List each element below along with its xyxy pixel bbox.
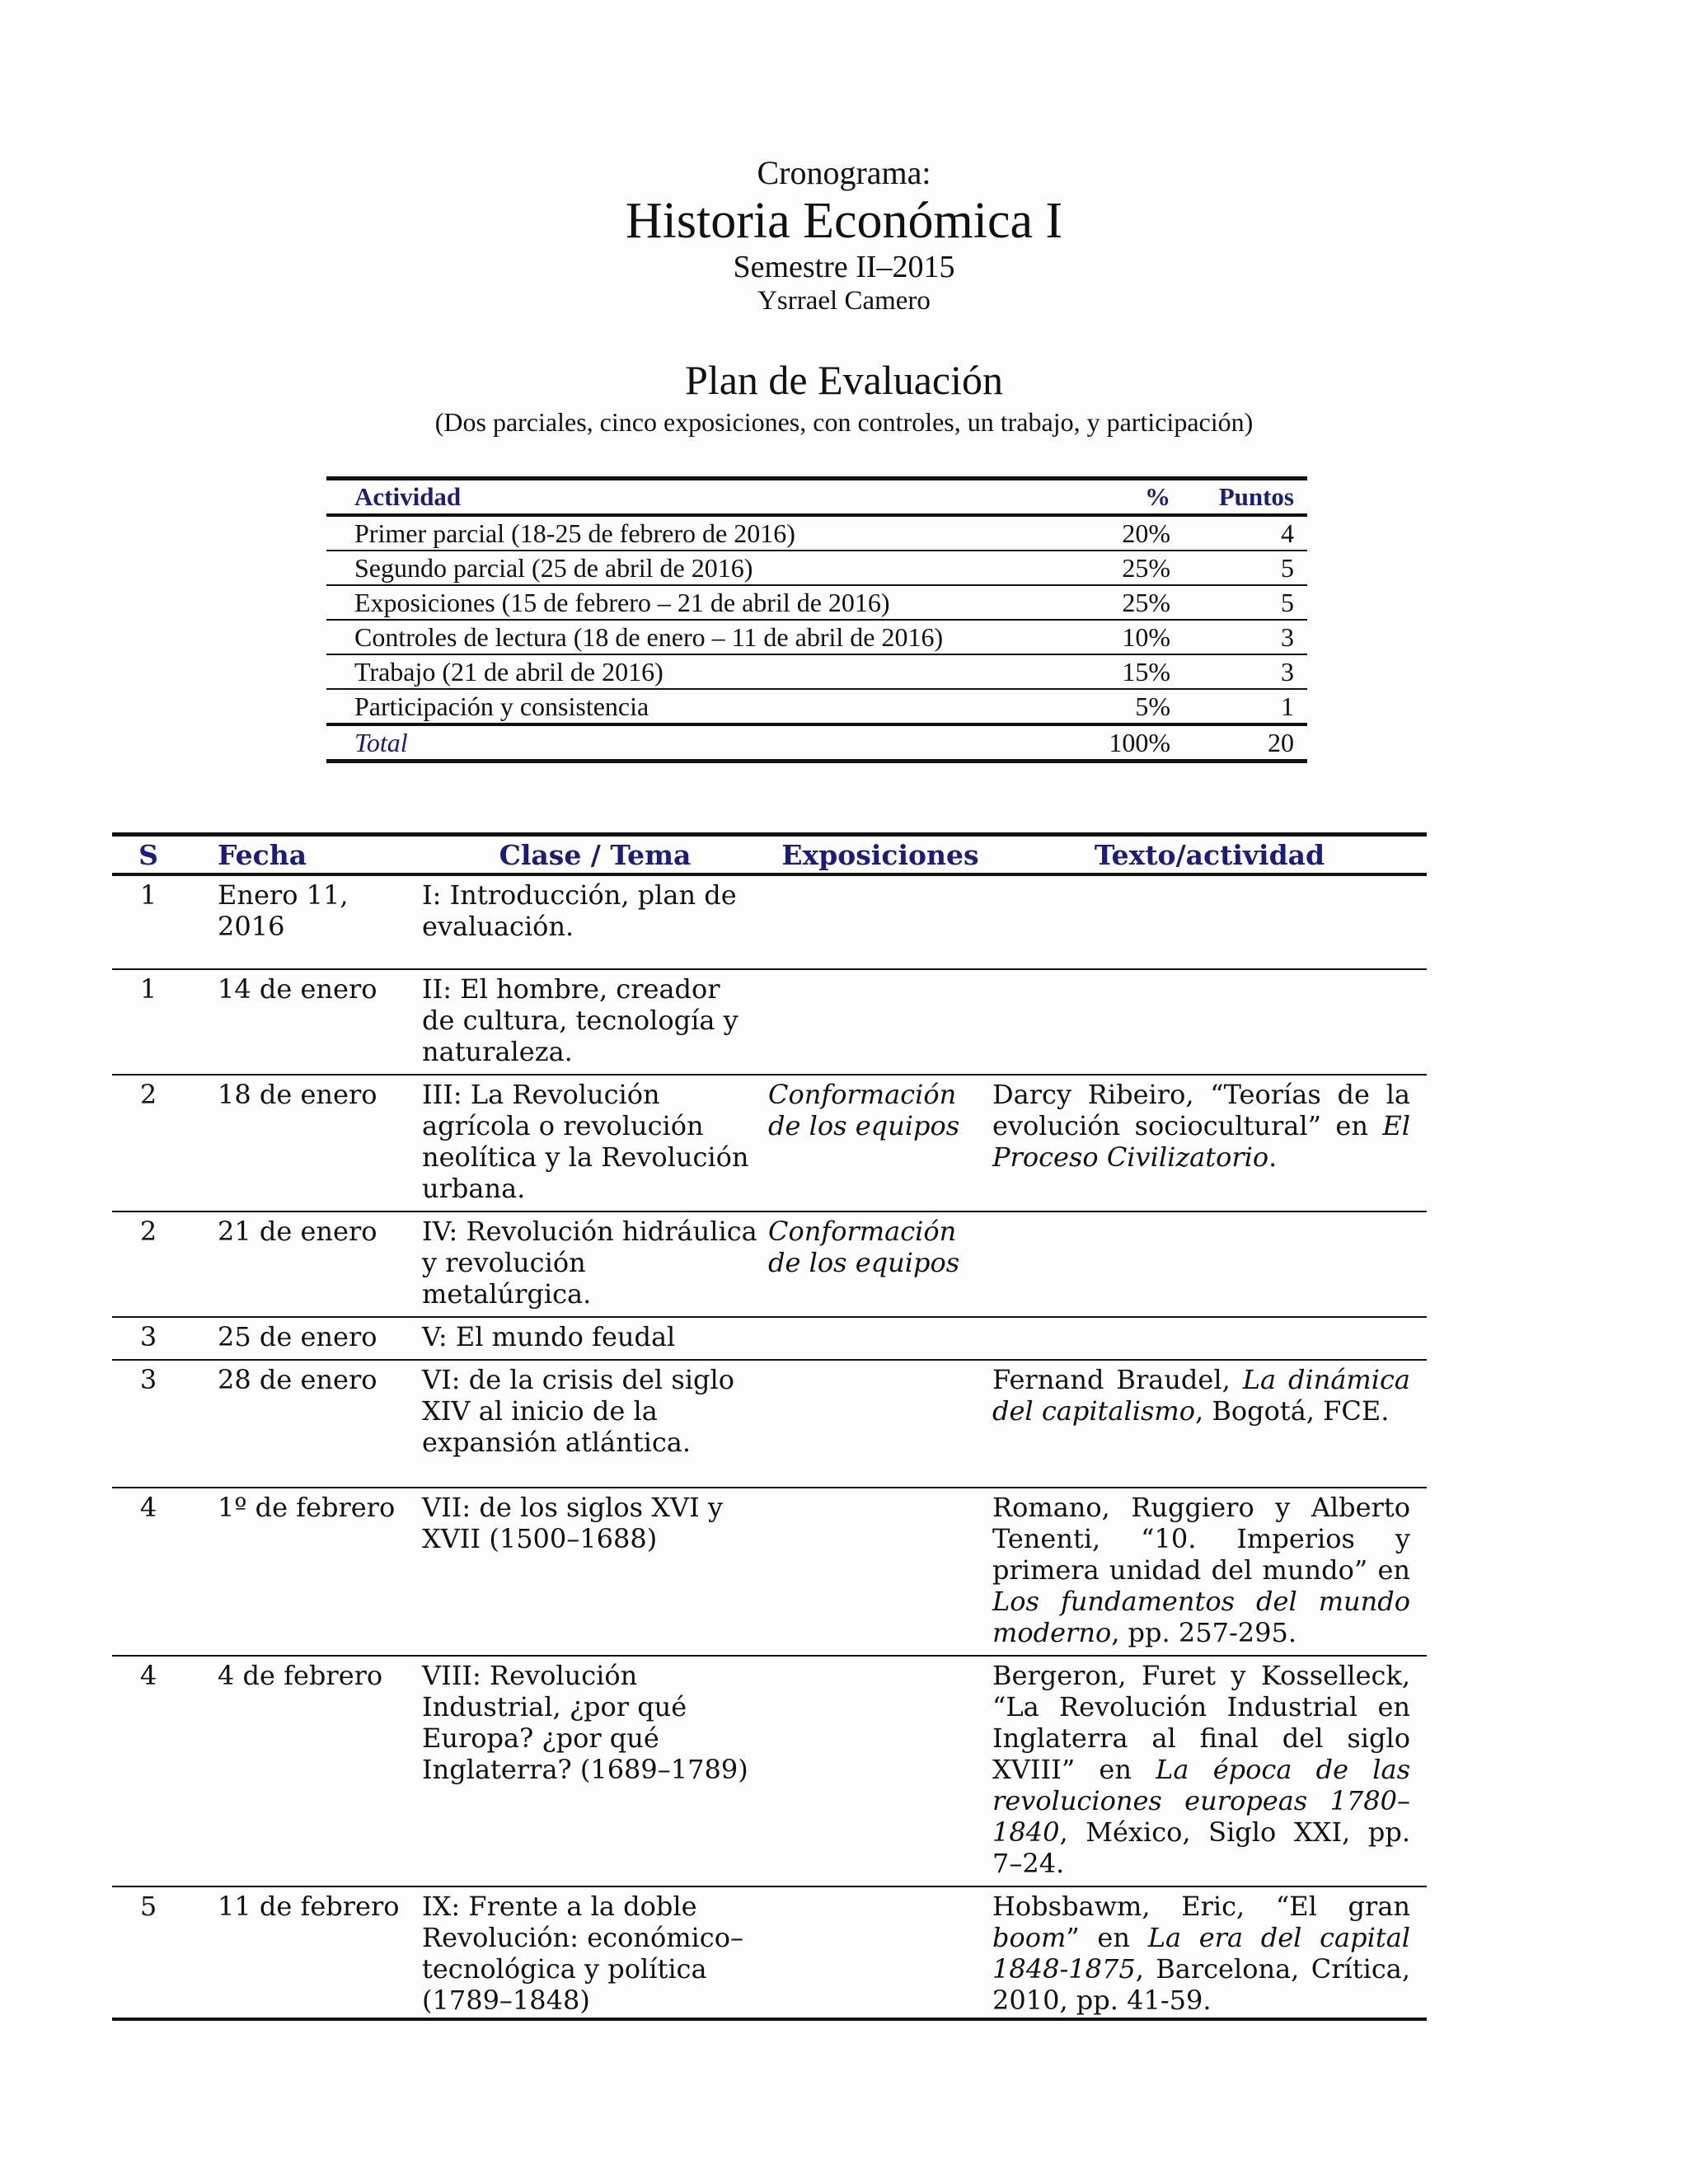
activity-cell: Exposiciones (15 de febrero – 21 de abril de 2016) — [354, 588, 890, 617]
points-cell: 4 — [1281, 518, 1294, 548]
evaluation-table — [326, 476, 1307, 763]
exposition-cell: Conformación de los equipos — [768, 1216, 960, 1278]
reading-text-segment: Darcy Ribeiro, “Teorías de la evolución sociocultural” en — [992, 1079, 1410, 1141]
schedule-row — [112, 1360, 1427, 1488]
header-points: Puntos — [1218, 482, 1294, 511]
schedule-rows — [112, 874, 1427, 2043]
reading-text-segment: , México, Siglo XXI, pp. 7–24. — [992, 1816, 1410, 1879]
reading-text-segment: Bergeron, Furet y Kosselleck, “La Revolución Industrial en Inglaterra al final del siglo XVIII” en — [992, 1660, 1410, 1785]
points-cell: 5 — [1281, 553, 1294, 583]
date-cell: 11 de febrero — [218, 1891, 400, 1922]
date-cell: Enero 11, 2016 — [218, 879, 349, 942]
reading-cell — [992, 1212, 1427, 1317]
schedule-row — [112, 969, 1427, 1075]
plan-title: Plan de Evaluación — [685, 357, 1003, 403]
author-name: Ysrrael Camero — [757, 286, 931, 316]
evaluation-row — [326, 585, 1307, 620]
reading-cell — [992, 1488, 1427, 1656]
reading-text-segment: ” en — [1066, 1922, 1148, 1953]
schedule-row — [112, 874, 1427, 969]
week-cell: 2 — [139, 1216, 157, 1247]
date-cell: 1º de febrero — [218, 1492, 396, 1523]
week-cell: 2 — [139, 1079, 157, 1110]
evaluation-header-row — [326, 479, 1307, 516]
topic-cell: VI: de la crisis del siglo XIV al inicio de la expansión atlántica. — [422, 1364, 734, 1458]
evaluation-rows — [326, 515, 1307, 724]
reading-text-segment: , Bogotá, FCE. — [1194, 1395, 1390, 1427]
activity-cell: Segundo parcial (25 de abril de 2016) — [354, 553, 753, 583]
header-s: S — [138, 838, 158, 871]
exposition-cell — [768, 1656, 992, 1886]
reading-text-segment: . — [1268, 1141, 1278, 1173]
topic-cell: VIII: Revolución Industrial, ¿por qué Europa? ¿por qué Inglaterra? (1689–1789) — [422, 1660, 748, 1785]
date-cell: 14 de enero — [218, 973, 377, 1005]
exposition-cell: Conformación de los equipos — [768, 1079, 960, 1141]
reading-text-segment: La época de las revoluciones europeas 1780–1840 — [992, 1754, 1411, 1848]
reading-text-segment: Los fundamentos del mundo moderno — [992, 1586, 1410, 1648]
topic-cell: III: La Revolución agrícola o revolución neolítica y la Revolución urbana. — [422, 1079, 749, 1204]
reading-text-segment: , Barcelona, Crítica, 2010, pp. 41-59. — [992, 1953, 1410, 2016]
week-cell: 1 — [139, 879, 157, 911]
evaluation-row — [326, 515, 1307, 551]
week-cell: 1 — [139, 973, 157, 1005]
week-cell: 4 — [139, 1660, 157, 1691]
week-cell: 4 — [139, 1492, 157, 1523]
activity-cell: Participación y consistencia — [354, 691, 649, 721]
header-exposiciones: Exposiciones — [781, 838, 979, 871]
course-title: Historia Económica I — [625, 193, 1063, 249]
date-cell: 21 de enero — [218, 1216, 377, 1247]
schedule-row — [112, 1075, 1427, 1212]
date-cell: 4 de febrero — [218, 1660, 383, 1691]
topic-cell: I: Introducción, plan de evaluación. — [422, 879, 737, 942]
percent-cell: 25% — [1122, 588, 1170, 617]
header-fecha: Fecha — [218, 838, 307, 871]
schedule-header-row — [112, 835, 1427, 875]
exposition-cell — [768, 1317, 992, 1360]
date-cell: 25 de enero — [218, 1321, 377, 1352]
reading-cell — [992, 874, 1427, 969]
topic-cell: IV: Revolución hidráulica y revolución metalúrgica. — [422, 1216, 757, 1310]
schedule-row — [112, 1212, 1427, 1317]
cronograma-label: Cronograma: — [757, 154, 931, 191]
percent-cell: 15% — [1122, 657, 1170, 687]
reading-text-segment: , pp. 257-295. — [1111, 1617, 1296, 1648]
reading-cell — [992, 1656, 1427, 1886]
points-cell: 3 — [1281, 622, 1294, 652]
plan-note: (Dos parciales, cinco exposiciones, con controles, un trabajo, y participación) — [434, 407, 1254, 437]
reading-cell — [992, 969, 1427, 1075]
date-cell: 28 de enero — [218, 1364, 377, 1395]
points-cell: 5 — [1281, 588, 1294, 617]
semester-label: Semestre II–2015 — [733, 250, 955, 284]
header-activity: Actividad — [354, 482, 462, 511]
reading-cell — [992, 1317, 1427, 1360]
total-percent: 100% — [1109, 728, 1170, 757]
evaluation-row — [326, 551, 1307, 585]
total-points: 20 — [1268, 728, 1294, 757]
percent-cell: 25% — [1122, 553, 1170, 583]
evaluation-total-row — [326, 724, 1307, 762]
schedule-row — [112, 1317, 1427, 1360]
evaluation-row — [326, 620, 1307, 654]
exposition-cell — [768, 874, 992, 969]
header-tema: Clase / Tema — [499, 838, 692, 871]
reading-text-segment: La era del capital 1848-1875 — [992, 1922, 1411, 1985]
reading-text-segment: La dinámica del capitalismo — [992, 1364, 1411, 1427]
week-cell: 3 — [139, 1364, 157, 1395]
exposition-cell — [768, 969, 992, 1075]
bottom-rule — [112, 2018, 1427, 2021]
header-percent: % — [1145, 482, 1170, 511]
topic-cell: VII: de los siglos XVI y XVII (1500–1688) — [422, 1492, 724, 1554]
date-cell: 18 de enero — [218, 1079, 377, 1110]
points-cell: 1 — [1281, 691, 1294, 721]
reading-text-segment: Fernand Braudel, — [992, 1364, 1243, 1395]
reading-text-segment: Romano, Ruggiero y Alberto Tenenti, “10. Imperios y primera unidad del mundo” en — [992, 1492, 1410, 1586]
reading-text-segment: El Proceso Civilizatorio — [992, 1110, 1410, 1173]
topic-cell: IX: Frente a la doble Revolución: económico–tecnológica y política (1789–1848) — [422, 1891, 743, 2016]
topic-cell: II: El hombre, creador de cultura, tecnología y naturaleza. — [422, 973, 738, 1067]
reading-cell — [992, 1075, 1427, 1212]
header-texto: Texto/actividad — [1094, 838, 1325, 871]
activity-cell: Controles de lectura (18 de enero – 11 de abril de 2016) — [354, 622, 944, 652]
activity-cell: Primer parcial (18-25 de febrero de 2016) — [354, 518, 795, 548]
evaluation-row — [326, 689, 1307, 724]
points-cell: 3 — [1281, 657, 1294, 687]
exposition-cell — [768, 1488, 992, 1656]
percent-cell: 10% — [1122, 622, 1170, 652]
week-cell: 5 — [139, 1891, 157, 1922]
reading-text-segment: Hobsbawm, Eric, “El gran — [992, 1891, 1410, 1922]
reading-cell — [992, 1360, 1427, 1488]
percent-cell: 20% — [1122, 518, 1170, 548]
activity-cell: Trabajo (21 de abril de 2016) — [354, 657, 663, 687]
schedule-row — [112, 1656, 1427, 1886]
evaluation-row — [326, 654, 1307, 689]
reading-text-segment: boom — [992, 1922, 1067, 1953]
topic-cell: V: El mundo feudal — [422, 1321, 676, 1352]
schedule-row — [112, 1488, 1427, 1656]
week-cell: 3 — [139, 1321, 157, 1352]
percent-cell: 5% — [1135, 691, 1170, 721]
exposition-cell — [768, 1360, 992, 1488]
schedule-table — [112, 832, 1427, 2043]
total-label: Total — [354, 728, 408, 757]
